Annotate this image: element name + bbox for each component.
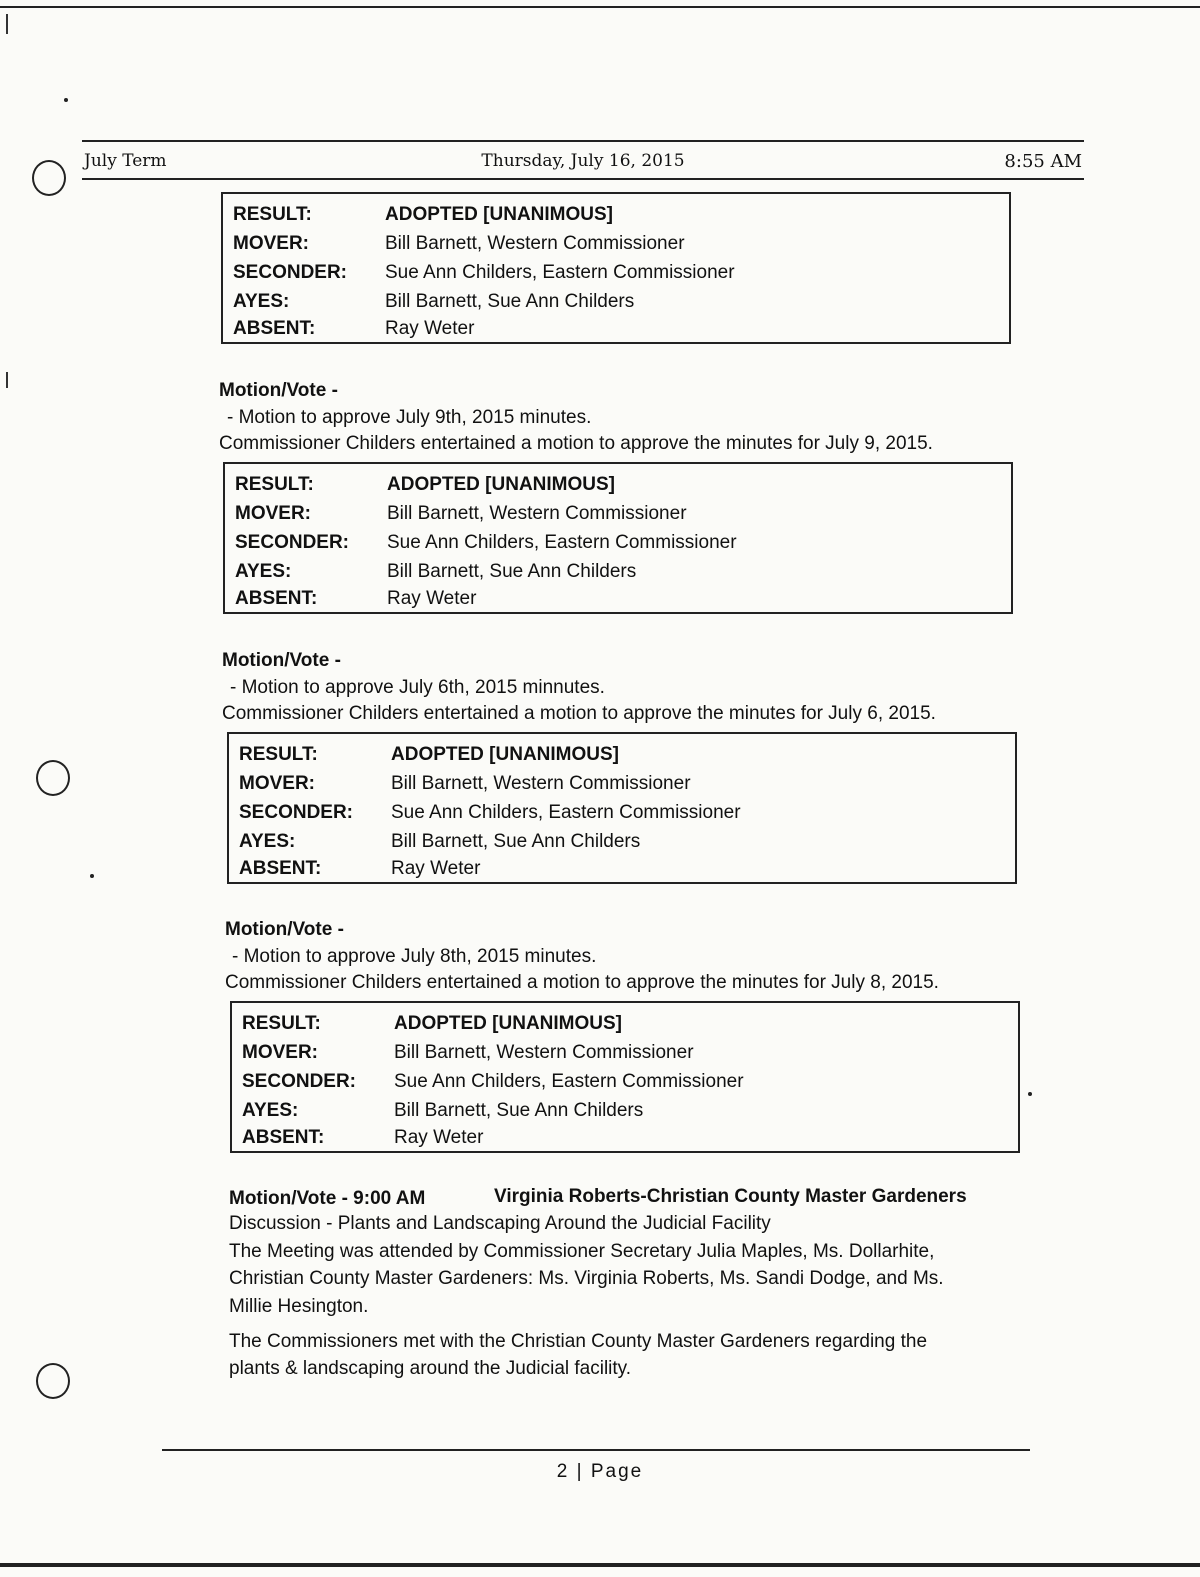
- motion-heading: Motion/Vote -: [225, 919, 344, 940]
- vote-result-table: RESULT: ADOPTED [UNANIMOUS] MOVER: Bill Barnett, Western Commissioner SECONDER: Sue Ann Childers, Eastern Commissioner AYES: Bill Barnett, Sue Ann Childers ABSENT: Ray Weter: [227, 732, 1017, 884]
- binder-hole: [36, 760, 70, 796]
- motion-item: - Motion to approve July 9th, 2015 minutes.: [227, 407, 592, 428]
- summary-line: plants & landscaping around the Judicial facility.: [229, 1358, 632, 1379]
- summary-line: The Commissioners met with the Christian County Master Gardeners regarding the: [229, 1331, 928, 1352]
- page-bottom-edge: [0, 1563, 1200, 1567]
- page-top-edge: [0, 6, 1200, 8]
- scan-speck: [64, 98, 68, 102]
- page-number: 2 | Page: [556, 1461, 644, 1482]
- page-header: [82, 140, 1084, 180]
- final-motion-heading: Motion/Vote - 9:00 AM: [229, 1188, 426, 1209]
- term-label: July Term: [84, 151, 167, 171]
- motion-item: - Motion to approve July 6th, 2015 minnutes.: [230, 677, 605, 698]
- attendance-line: Christian County Master Gardeners: Ms. Virginia Roberts, Ms. Sandi Dodge, and Ms.: [229, 1268, 944, 1289]
- attendance-line: Millie Hesington.: [229, 1296, 369, 1317]
- scan-speck: [1028, 1092, 1032, 1096]
- attendance-line: The Meeting was attended by Commissioner Secretary Julia Maples, Ms. Dollarhite,: [229, 1241, 935, 1262]
- meeting-date: Thursday, July 16, 2015: [481, 151, 685, 171]
- binder-hole: [32, 160, 66, 196]
- edge-mark: [6, 372, 8, 388]
- vote-result-table: RESULT: ADOPTED [UNANIMOUS] MOVER: Bill Barnett, Western Commissioner SECONDER: Sue Ann Childers, Eastern Commissioner AYES: Bill Barnett, Sue Ann Childers ABSENT: Ray Weter: [223, 462, 1013, 614]
- motion-heading: Motion/Vote -: [219, 380, 338, 401]
- motion-description: Commissioner Childers entertained a motion to approve the minutes for July 8, 2015.: [225, 972, 939, 993]
- vote-result-table: RESULT: ADOPTED [UNANIMOUS] MOVER: Bill Barnett, Western Commissioner SECONDER: Sue Ann Childers, Eastern Commissioner AYES: Bill Barnett, Sue Ann Childers ABSENT: Ray Weter: [230, 1001, 1020, 1153]
- motion-description: Commissioner Childers entertained a motion to approve the minutes for July 6, 2015.: [222, 703, 936, 724]
- vote-result-table: RESULT: ADOPTED [UNANIMOUS] MOVER: Bill Barnett, Western Commissioner SECONDER: Sue Ann Childers, Eastern Commissioner AYES: Bill Barnett, Sue Ann Childers ABSENT: Ray Weter: [221, 192, 1011, 344]
- final-motion-subject: Virginia Roberts-Christian County Master Gardeners: [494, 1186, 967, 1207]
- scan-speck: [90, 874, 94, 878]
- meeting-time: 8:55 AM: [1004, 151, 1082, 172]
- motion-description: Commissioner Childers entertained a motion to approve the minutes for July 9, 2015.: [219, 433, 933, 454]
- discussion-line: Discussion - Plants and Landscaping Around the Judicial Facility: [229, 1213, 771, 1234]
- edge-mark: [6, 14, 8, 34]
- motion-heading: Motion/Vote -: [222, 650, 341, 671]
- footer-rule: [162, 1449, 1030, 1451]
- motion-item: - Motion to approve July 8th, 2015 minutes.: [232, 946, 597, 967]
- binder-hole: [36, 1363, 70, 1399]
